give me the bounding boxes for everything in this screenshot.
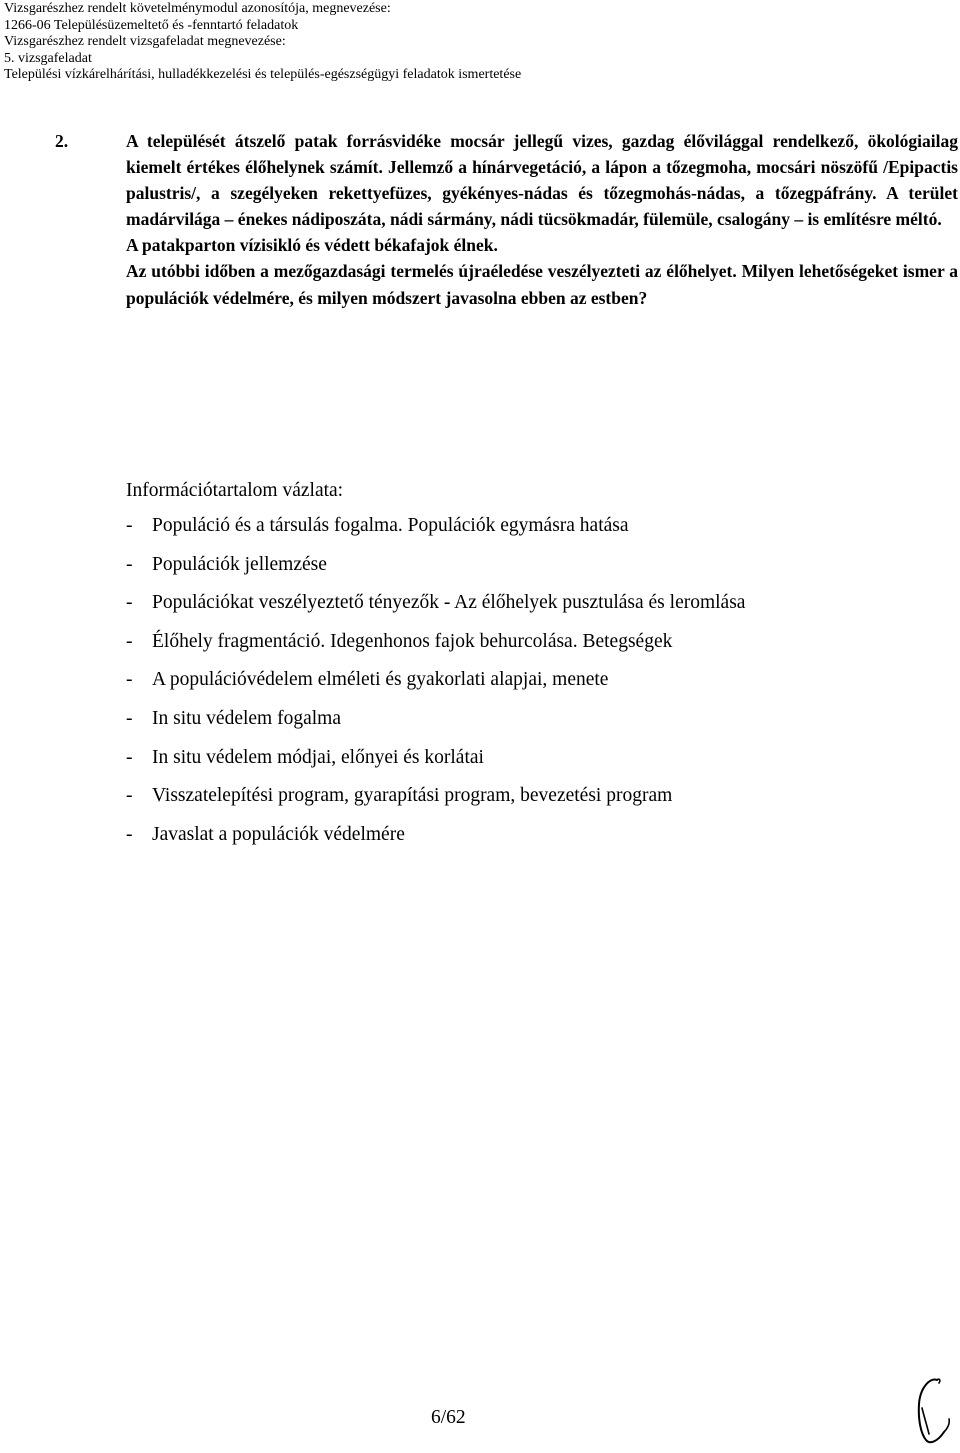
list-item-text: Visszatelepítési program, gyarapítási program, bevezetési program [152, 785, 673, 807]
signature-mark [910, 1374, 956, 1453]
list-dash: - [126, 785, 133, 807]
list-item-text: Populáció és a társulás fogalma. Populációk egymásra hatása [152, 515, 629, 536]
list-item-text: Populációk jellemzése [152, 553, 327, 575]
list-item [126, 784, 745, 823]
task-paragraph: Az utóbbi időben a mezőgazdasági termelés újraéledése veszélyezteti az élőhelyet. Milyen lehetőségeket ismer a populációk védelmére, és milyen módszert javasolna ebben az estben? [126, 261, 958, 308]
list-dash: - [126, 592, 133, 614]
list-dash: - [126, 669, 133, 691]
list-item [126, 707, 745, 746]
list-item [126, 668, 745, 707]
document-header [4, 1, 521, 84]
list-dash: - [126, 553, 133, 575]
header-line-module-name: 1266-06 Településüzemeltető és -fenntartó feladatok [4, 17, 299, 33]
header-line-task-number: 5. vizsgafeladat [4, 50, 92, 66]
list-item-text: In situ védelem fogalma [152, 707, 341, 729]
list-dash: - [126, 515, 133, 536]
header-line-module-label: Vizsgarészhez rendelt követelménymodul azonosítója, megnevezése: [4, 1, 391, 16]
list-item-text: In situ védelem módjai, előnyei és korlátai [152, 746, 484, 768]
list-item-text: Élőhely fragmentáció. Idegenhonos fajok behurcolása. Betegségek [152, 630, 673, 652]
task-paragraph: A patakparton vízisikló és védett békafajok élnek. [126, 235, 498, 256]
list-dash: - [126, 707, 133, 729]
outline-list [126, 514, 745, 861]
header-line-task-label: Vizsgarészhez rendelt vizsgafeladat megnevezése: [4, 34, 286, 49]
list-dash: - [126, 746, 133, 768]
list-item [126, 591, 745, 630]
list-item [126, 553, 745, 592]
page-number: 6/62 [431, 1407, 466, 1428]
list-item [126, 746, 745, 785]
list-item [126, 514, 745, 553]
task-number: 2. [55, 131, 69, 151]
list-dash: - [126, 823, 133, 845]
list-item-text: Populációkat veszélyeztető tényezők - Az élőhelyek pusztulása és leromlása [152, 592, 746, 614]
task-text [126, 128, 958, 311]
list-item [126, 630, 745, 669]
list-item [126, 823, 745, 862]
list-dash: - [126, 630, 133, 652]
outline-title: Információtartalom vázlata: [126, 480, 344, 501]
task-paragraph: A települését átszelő patak forrásvidéke mocsár jellegű vizes, gazdag élővilággal rendelkező, ökológiailag kiemelt értékes élőhelynek számít. Jellemző a hínárvegetáció, a lápon a tőzegmoha, mocsári nöszöfű /Epipactis palustris/, a szegélyeken rekettyefüzes, gyékényes-nádas és tőzegmohás-nádas, a tőzegpáfrány. A terület madárvilága – énekes nádiposzáta, nádi sármány, nádi tücsökmadár, fülemüle, csalogány – is említésre méltó. [126, 131, 958, 230]
header-line-task-title: Települési vízkárelhárítási, hulladékkezelési és település-egészségügyi feladatok ismertetése [4, 67, 522, 82]
list-item-text: A populációvédelem elméleti és gyakorlati alapjai, menete [152, 669, 609, 691]
list-item-text: Javaslat a populációk védelmére [152, 823, 405, 845]
task-section [55, 128, 958, 311]
